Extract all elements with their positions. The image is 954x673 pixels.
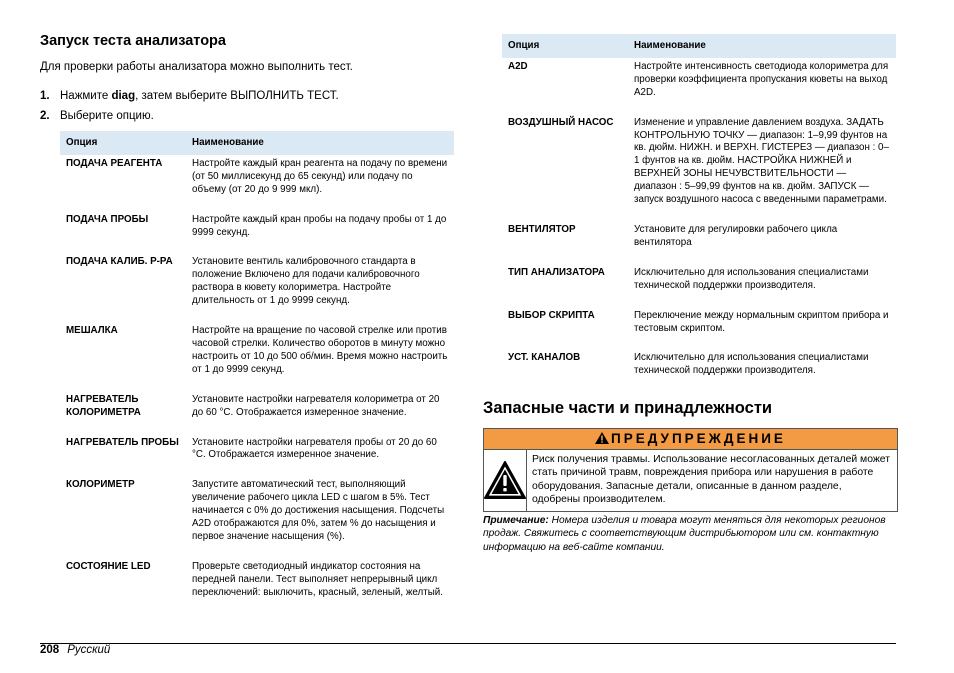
option-description: Установите настройки нагревателя колориметра от 20 до 60 °C. Отображается измеренное значение. [192,393,440,418]
option-description: Настройте на вращение по часовой стрелке или против часовой стрелки. Количество оборотов в минуту можно настроить от 10 до 500 об/мин. Время можно настроить от 1 до 9999 секунд. [192,325,448,375]
option-description: Установите вентиль калибровочного стандарта в положение Включено для подачи калибровочного раствора в кювету колориметра. Настройте длительность от 1 до 9999 секунд. [192,256,420,307]
warning-box [483,428,898,512]
option-name: НАГРЕВАТЕЛЬ ПРОБЫ [66,436,179,448]
option-description: Переключение между нормальным скриптом прибора и тестовым скриптом. [634,309,889,334]
right-column [483,0,896,630]
option-name: A2D [508,60,528,72]
option-name: ПОДАЧА ПРОБЫ [66,213,149,225]
footer-language: Русский [67,644,111,656]
table-row [60,462,454,544]
step-key: diag [111,90,136,102]
note-text: Номера изделия и товара могут меняться для некоторых регионов продаж. Свяжитесь с соответствующим дистрибьютором или см. контактную информацию на веб-сайте компании. [483,515,886,553]
option-name: КОЛОРИМЕТР [66,479,135,491]
options-table-right [502,34,896,378]
warning-text: Риск получения травмы. Использование несогласованных деталей может стать причиной травм, повреждения прибора или нарушения в работе оборудования. Запасные детали, описанные в данном разделе, одобрены производителем. [532,454,890,506]
step-text: Выберите опцию. [60,110,154,122]
footer-divider [40,643,896,644]
option-description: Настройте интенсивность светодиода колориметра для проверки коэффициента пропускания кюветы на выход A2D. [634,60,889,98]
page-number: 208 [40,644,60,656]
warning-small-icon [595,430,609,450]
table-row [60,239,454,308]
table-row [502,250,896,293]
options-table-left [60,131,454,600]
table-header-row [502,34,896,58]
option-description: Изменение и управление давлением воздуха. ЗАДАТЬ КОНТРОЛЬНУЮ ТОЧКУ — диапазон: 1–9,99 фунтов на кв. дюйм. НИЖН. и ВЕРХН. ГИСТЕРЕЗ — диапазон : 0–1 фунтов на кв. дюйм. НАСТРОЙКА НИЖНЕЙ и ВЕРХНЕЙ ЗОНЫ НЕЧУВСТВИТЕЛЬНОСТИ — диапазон : 5–99,99 фунтов на кв. дюйм. ЗАПУСК — запуск воздушного насоса с введенными параметрами. [634,116,889,206]
warning-title: ПРЕДУПРЕЖДЕНИЕ [611,431,786,446]
warning-body [484,450,897,511]
warning-header [484,429,897,450]
option-name: ВЫБОР СКРИПТА [508,309,595,321]
table-row [502,58,896,100]
step-number: 1. [40,90,50,102]
column-header-option: Опция [60,131,186,155]
note [483,514,893,554]
step-2 [40,109,339,123]
right-table-wrap [502,34,896,378]
column-header-description: Наименование [186,131,454,155]
left-table-wrap [60,131,454,600]
table-row [502,293,896,336]
note-label: Примечание: [483,515,549,526]
column-header-option: Опция [502,34,628,58]
step-number: 2. [40,110,50,122]
table-row [502,100,896,207]
option-description: Проверьте светодиодный индикатор состояния на передней панели. Тест выполняет непрерывный цикл переключений: выключить, красный, зеленый, желтый. [192,560,443,598]
spare-parts-heading: Запасные части и принадлежности [483,399,773,417]
option-name: ПОДАЧА РЕАГЕНТА [66,157,163,169]
option-name: СОСТОЯНИЕ LED [66,560,151,572]
warning-triangle-icon [484,450,527,511]
option-description: Запустите автоматический тест, выполняющий увеличение рабочего цикла LED с шагом в 5%. Тест начинается с 0% до достижения насыщения. Подсчеты A2D отображаются для 0%, затем % до насыщения и первое значение насыщения (%). [192,479,445,542]
option-name: МЕШАЛКА [66,325,118,337]
option-description: Настройте каждый кран пробы на подачу пробы от 1 до 9999 секунд. [192,213,447,238]
intro-text: Для проверки работы анализатора можно выполнить тест. [40,61,353,73]
option-description: Установите настройки нагревателя пробы от 20 до 60 °C. Отображается измеренное значение. [192,436,437,461]
option-description: Настройте каждый кран реагента на подачу по времени (от 50 миллисекунд до 65 секунд) или подачу по объему (от 20 до 9 999 мкл). [192,157,448,195]
option-name: ВЕНТИЛЯТОР [508,223,576,235]
table-row [60,377,454,420]
option-name: УСТ. КАНАЛОВ [508,352,581,364]
footer [40,644,110,656]
analyzer-test-heading: Запуск теста анализатора [40,33,226,49]
table-row [502,207,896,250]
table-row [502,335,896,378]
option-description: Установите для регулировки рабочего цикла вентилятора [634,223,838,248]
left-column [40,0,454,630]
step-text-post: , затем выберите ВЫПОЛНИТЬ ТЕСТ. [135,90,339,102]
table-header-row [60,131,454,155]
option-description: Исключительно для использования специалистами технической поддержки производителя. [634,266,869,291]
option-name: ТИП АНАЛИЗАТОРА [508,266,605,278]
table-row [60,308,454,377]
steps-list [40,89,339,129]
step-1 [40,89,339,103]
option-description: Исключительно для использования специалистами технической поддержки производителя. [634,352,869,377]
table-row [60,544,454,600]
column-header-description: Наименование [628,34,896,58]
option-name: НАГРЕВАТЕЛЬ КОЛОРИМЕТРА [66,393,141,418]
option-name: ПОДАЧА КАЛИБ. Р-РА [66,256,173,268]
table-row [60,197,454,240]
table-row [60,420,454,463]
step-text-pre: Нажмите [60,90,112,102]
table-row [60,155,454,197]
option-name: ВОЗДУШНЫЙ НАСОС [508,116,614,128]
